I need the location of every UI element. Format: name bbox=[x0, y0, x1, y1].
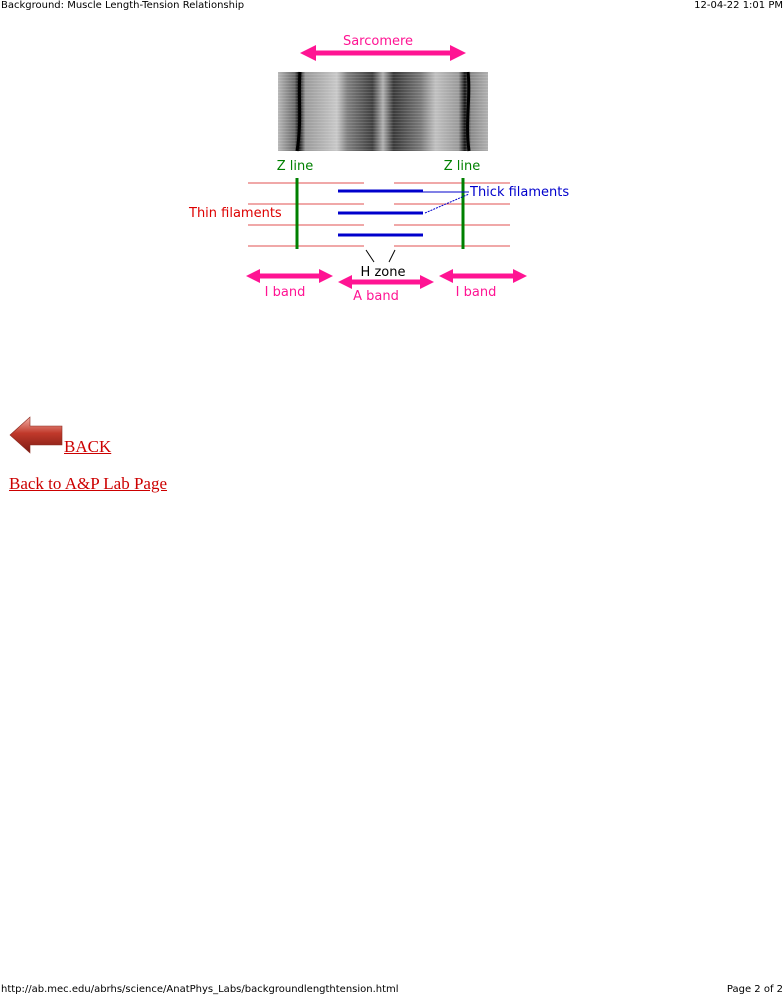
lab-page-link[interactable]: Back to A&P Lab Page bbox=[9, 474, 168, 493]
thin-filaments-label: Thin filaments bbox=[189, 206, 282, 221]
print-footer-page: Page 2 of 2 bbox=[726, 984, 783, 995]
sarcomere-diagram bbox=[180, 26, 580, 316]
h-zone-label: H zone bbox=[360, 265, 406, 280]
i-band-right-label: I band bbox=[455, 285, 497, 300]
print-footer-url: http://ab.mec.edu/abrhs/science/AnatPhys_Labs/backgroundlengthtension.html bbox=[1, 984, 399, 995]
thick-filaments bbox=[338, 191, 423, 235]
a-band-label: A band bbox=[353, 289, 399, 304]
sarcomere-label: Sarcomere bbox=[342, 34, 414, 49]
thick-filaments-label: Thick filaments bbox=[470, 185, 570, 200]
back-arrow-icon[interactable] bbox=[8, 415, 66, 455]
z-line-left-label: Z line bbox=[276, 159, 314, 174]
print-header-date: 12-04-22 1:01 PM bbox=[694, 0, 783, 11]
i-band-left-label: I band bbox=[264, 285, 306, 300]
h-zone-pointer bbox=[366, 250, 395, 262]
z-line-right-label: Z line bbox=[443, 159, 481, 174]
i-band-right-arrow bbox=[439, 269, 527, 283]
micrograph-image bbox=[278, 72, 488, 151]
back-link[interactable]: BACK bbox=[64, 437, 112, 456]
i-band-left-arrow bbox=[246, 269, 333, 283]
print-header-title: Background: Muscle Length-Tension Relationship bbox=[1, 0, 245, 11]
